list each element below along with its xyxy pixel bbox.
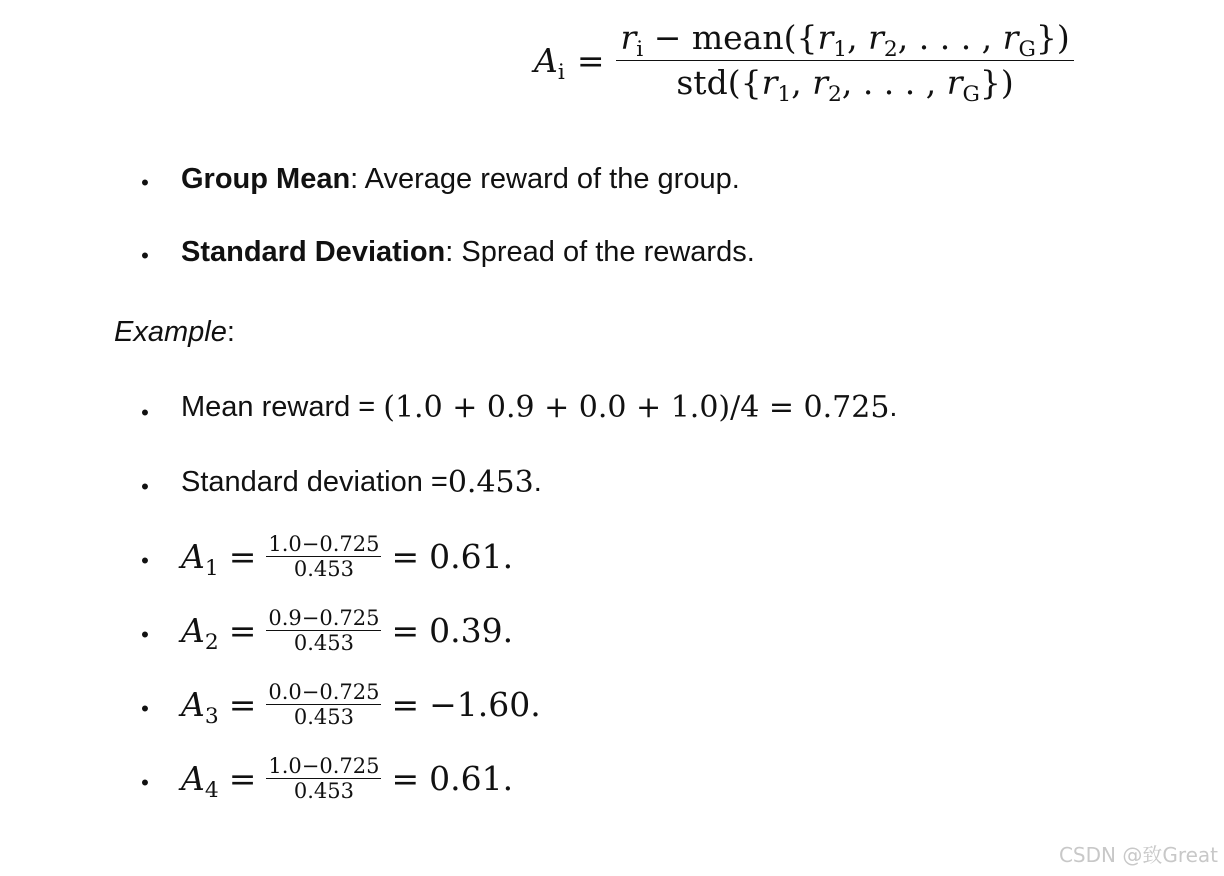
definition-text: : Average reward of the group. xyxy=(350,163,740,195)
example-heading: Example: xyxy=(114,316,235,348)
list-bullet: • xyxy=(141,170,149,195)
advantage-fraction: $\frac{0.9-0.725}{0.453}$ xyxy=(268,606,380,656)
mean-reward-math: (1.0 + 0.9 + 0.0 + 1.0)/4 = 0.725 xyxy=(383,390,890,425)
list-bullet: • xyxy=(141,400,149,425)
advantage-fraction: $\frac{1.0-0.725}{0.453}$ xyxy=(268,754,380,804)
formula-fraction xyxy=(616,18,1073,108)
list-bullet: • xyxy=(141,474,149,499)
list-bullet: • xyxy=(141,548,149,573)
list-bullet: • xyxy=(141,696,149,721)
advantage-result: −1.60 xyxy=(429,685,531,725)
advantage-a1: $A_1$ = $\frac{1.0-0.725}{0.453}$ = 0.61 . xyxy=(181,532,514,582)
advantage-fraction: $\frac{0.0-0.725}{0.453}$ xyxy=(268,680,380,730)
advantage-var: $A_4$ xyxy=(181,759,219,804)
definition-term: Standard Deviation xyxy=(181,236,446,268)
std-deviation-label: Standard deviation = xyxy=(181,466,448,498)
watermark: CSDN @致Great xyxy=(1058,843,1218,867)
example-mean-reward: Mean reward = (1.0 + 0.9 + 0.0 + 1.0)/4 = 0.725 . xyxy=(181,390,898,425)
advantage-result: 0.61 xyxy=(429,759,503,799)
advantage-result: 0.39 xyxy=(429,611,503,651)
list-bullet: • xyxy=(141,243,149,268)
list-bullet: • xyxy=(141,770,149,795)
formula-equals: = xyxy=(576,41,605,81)
mean-reward-label: Mean reward = xyxy=(181,391,376,423)
advantage-a3: $A_3$ = $\frac{0.0-0.725}{0.453}$ = −1.60 . xyxy=(181,680,541,730)
example-standard-deviation: Standard deviation = 0.453 . xyxy=(181,465,542,500)
advantage-formula xyxy=(534,18,1074,108)
definition-standard-deviation xyxy=(181,236,755,269)
formula-lhs-sub: i xyxy=(557,60,565,86)
advantage-var: $A_3$ xyxy=(181,685,219,730)
advantage-fraction: $\frac{1.0-0.725}{0.453}$ xyxy=(268,532,380,582)
advantage-result: 0.61 xyxy=(429,537,503,577)
definition-group-mean xyxy=(181,163,740,196)
advantage-a4: $A_4$ = $\frac{1.0-0.725}{0.453}$ = 0.61 . xyxy=(181,754,514,804)
advantage-var: $A_2$ xyxy=(181,611,219,656)
definition-term: Group Mean xyxy=(181,163,351,195)
definition-text: : Spread of the rewards. xyxy=(445,236,755,268)
std-deviation-math: 0.453 xyxy=(447,465,534,500)
advantage-a2: $A_2$ = $\frac{0.9-0.725}{0.453}$ = 0.39 . xyxy=(181,606,514,656)
formula-numerator: $r_i$ − $mean(\{r_1$, $r_2$, . . . , $r_G$}) xyxy=(616,20,1073,61)
formula-denominator: $std(\{r_1$, $r_2$, . . . , $r_G$}) xyxy=(676,63,1014,108)
example-label: Example xyxy=(114,316,227,348)
formula-lhs-var: A xyxy=(534,41,558,81)
list-bullet: • xyxy=(141,622,149,647)
formula-lhs xyxy=(534,41,565,86)
advantage-var: $A_1$ xyxy=(181,537,219,582)
